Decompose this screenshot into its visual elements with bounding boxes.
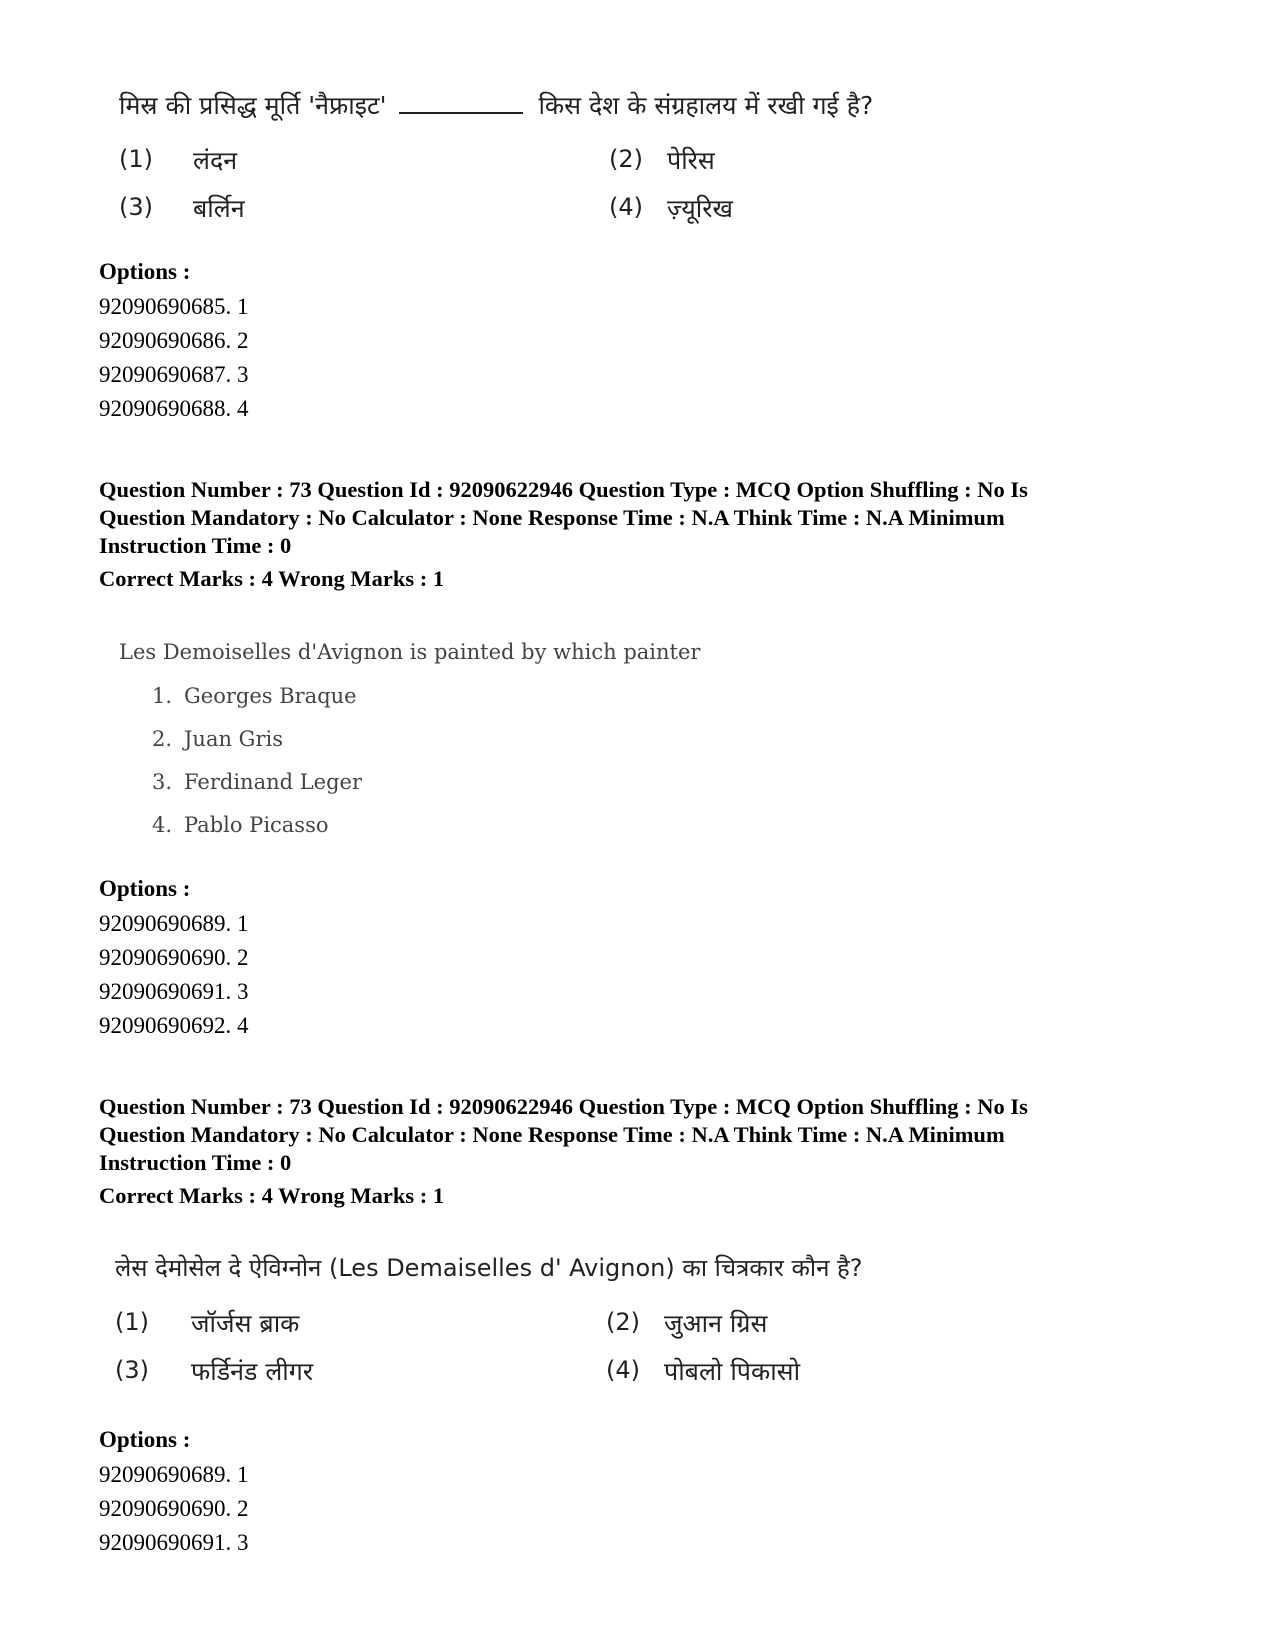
q1-choice-num: (4) xyxy=(609,193,643,221)
q2-marks: Correct Marks : 4 Wrong Marks : 1 xyxy=(99,566,445,591)
q2-choice-text: Ferdinand Leger xyxy=(184,770,363,794)
q1-option-id: 92090690686. 2 xyxy=(99,328,249,353)
q2-option-id: 92090690689. 1 xyxy=(99,911,249,936)
q2-question: Les Demoiselles d'Avignon is painted by which painter xyxy=(119,640,701,664)
q2-choice-num: 4. xyxy=(152,813,173,837)
q1-choice-num: (3) xyxy=(119,193,153,221)
q2-choice-1 xyxy=(152,684,357,708)
q1-choice-text: बर्लिन xyxy=(193,194,245,223)
q2-choice-text: Juan Gris xyxy=(184,727,283,751)
q2-choice-num: 3. xyxy=(152,770,173,794)
q1-choice-text: पेरिस xyxy=(667,146,715,175)
q2-option-id: 92090690691. 3 xyxy=(99,979,249,1004)
q1-choice-num: (2) xyxy=(609,145,643,173)
q1-question-part1: मिस्र की प्रसिद्ध मूर्ति 'नैफ्राइट' xyxy=(119,91,387,120)
q3-meta-line2: Question Mandatory : No Calculator : None Response Time : N.A Think Time : N.A Minimum xyxy=(99,1122,1005,1147)
q3-option-id: 92090690691. 3 xyxy=(99,1530,249,1555)
q3-choice-text: जुआन ग्रिस xyxy=(664,1309,768,1338)
q3-choice-text: फर्डिनंड लीगर xyxy=(191,1357,314,1386)
q3-question: लेस देमोसेल दे ऐविग्नोन (Les Demaiselles d' Avignon) का चित्रकार कौन है? xyxy=(115,1254,863,1282)
q1-blank-line xyxy=(399,94,523,114)
q3-choice-num: (2) xyxy=(606,1308,640,1336)
q2-choice-text: Pablo Picasso xyxy=(184,813,329,837)
q3-choice-num: (1) xyxy=(115,1308,149,1336)
q3-options-label: Options : xyxy=(99,1427,191,1452)
q2-option-id: 92090690690. 2 xyxy=(99,945,249,970)
q2-options-label: Options : xyxy=(99,876,191,901)
q1-choice-text: ज़्यूरिख xyxy=(667,194,733,223)
q2-meta-line1: Question Number : 73 Question Id : 92090622946 Question Type : MCQ Option Shuffling : No Is xyxy=(99,477,1028,502)
q1-options-label: Options : xyxy=(99,259,191,284)
q2-choice-num: 2. xyxy=(152,727,173,751)
q2-choice-2 xyxy=(152,727,283,751)
q3-option-id: 92090690689. 1 xyxy=(99,1462,249,1487)
q3-option-id: 92090690690. 2 xyxy=(99,1496,249,1521)
q3-choice-num: (4) xyxy=(606,1356,640,1384)
q1-option-id: 92090690685. 1 xyxy=(99,294,249,319)
q3-choice-text: जॉर्जस ब्राक xyxy=(191,1309,300,1338)
q1-option-id: 92090690687. 3 xyxy=(99,362,249,387)
q2-choice-num: 1. xyxy=(152,684,173,708)
q2-option-id: 92090690692. 4 xyxy=(99,1013,249,1038)
q3-meta xyxy=(99,1093,1199,1177)
q2-meta xyxy=(99,476,1199,560)
q1-option-id: 92090690688. 4 xyxy=(99,396,249,421)
q2-choice-4 xyxy=(152,813,329,837)
q2-choice-text: Georges Braque xyxy=(184,684,357,708)
q2-meta-line2: Question Mandatory : No Calculator : None Response Time : N.A Think Time : N.A Minimum xyxy=(99,505,1005,530)
q2-meta-line3: Instruction Time : 0 xyxy=(99,533,292,558)
q1-choice-num: (1) xyxy=(119,145,153,173)
q3-choice-num: (3) xyxy=(115,1356,149,1384)
q3-marks: Correct Marks : 4 Wrong Marks : 1 xyxy=(99,1183,445,1208)
q3-meta-line3: Instruction Time : 0 xyxy=(99,1150,292,1175)
q1-question xyxy=(119,88,873,122)
q1-choice-text: लंदन xyxy=(193,146,238,175)
q3-choice-text: पोबलो पिकासो xyxy=(664,1357,801,1386)
q3-meta-line1: Question Number : 73 Question Id : 92090622946 Question Type : MCQ Option Shuffling : No Is xyxy=(99,1094,1028,1119)
q1-question-part2: किस देश के संग्रहालय में रखी गई है? xyxy=(538,91,874,120)
q2-choice-3 xyxy=(152,770,363,794)
